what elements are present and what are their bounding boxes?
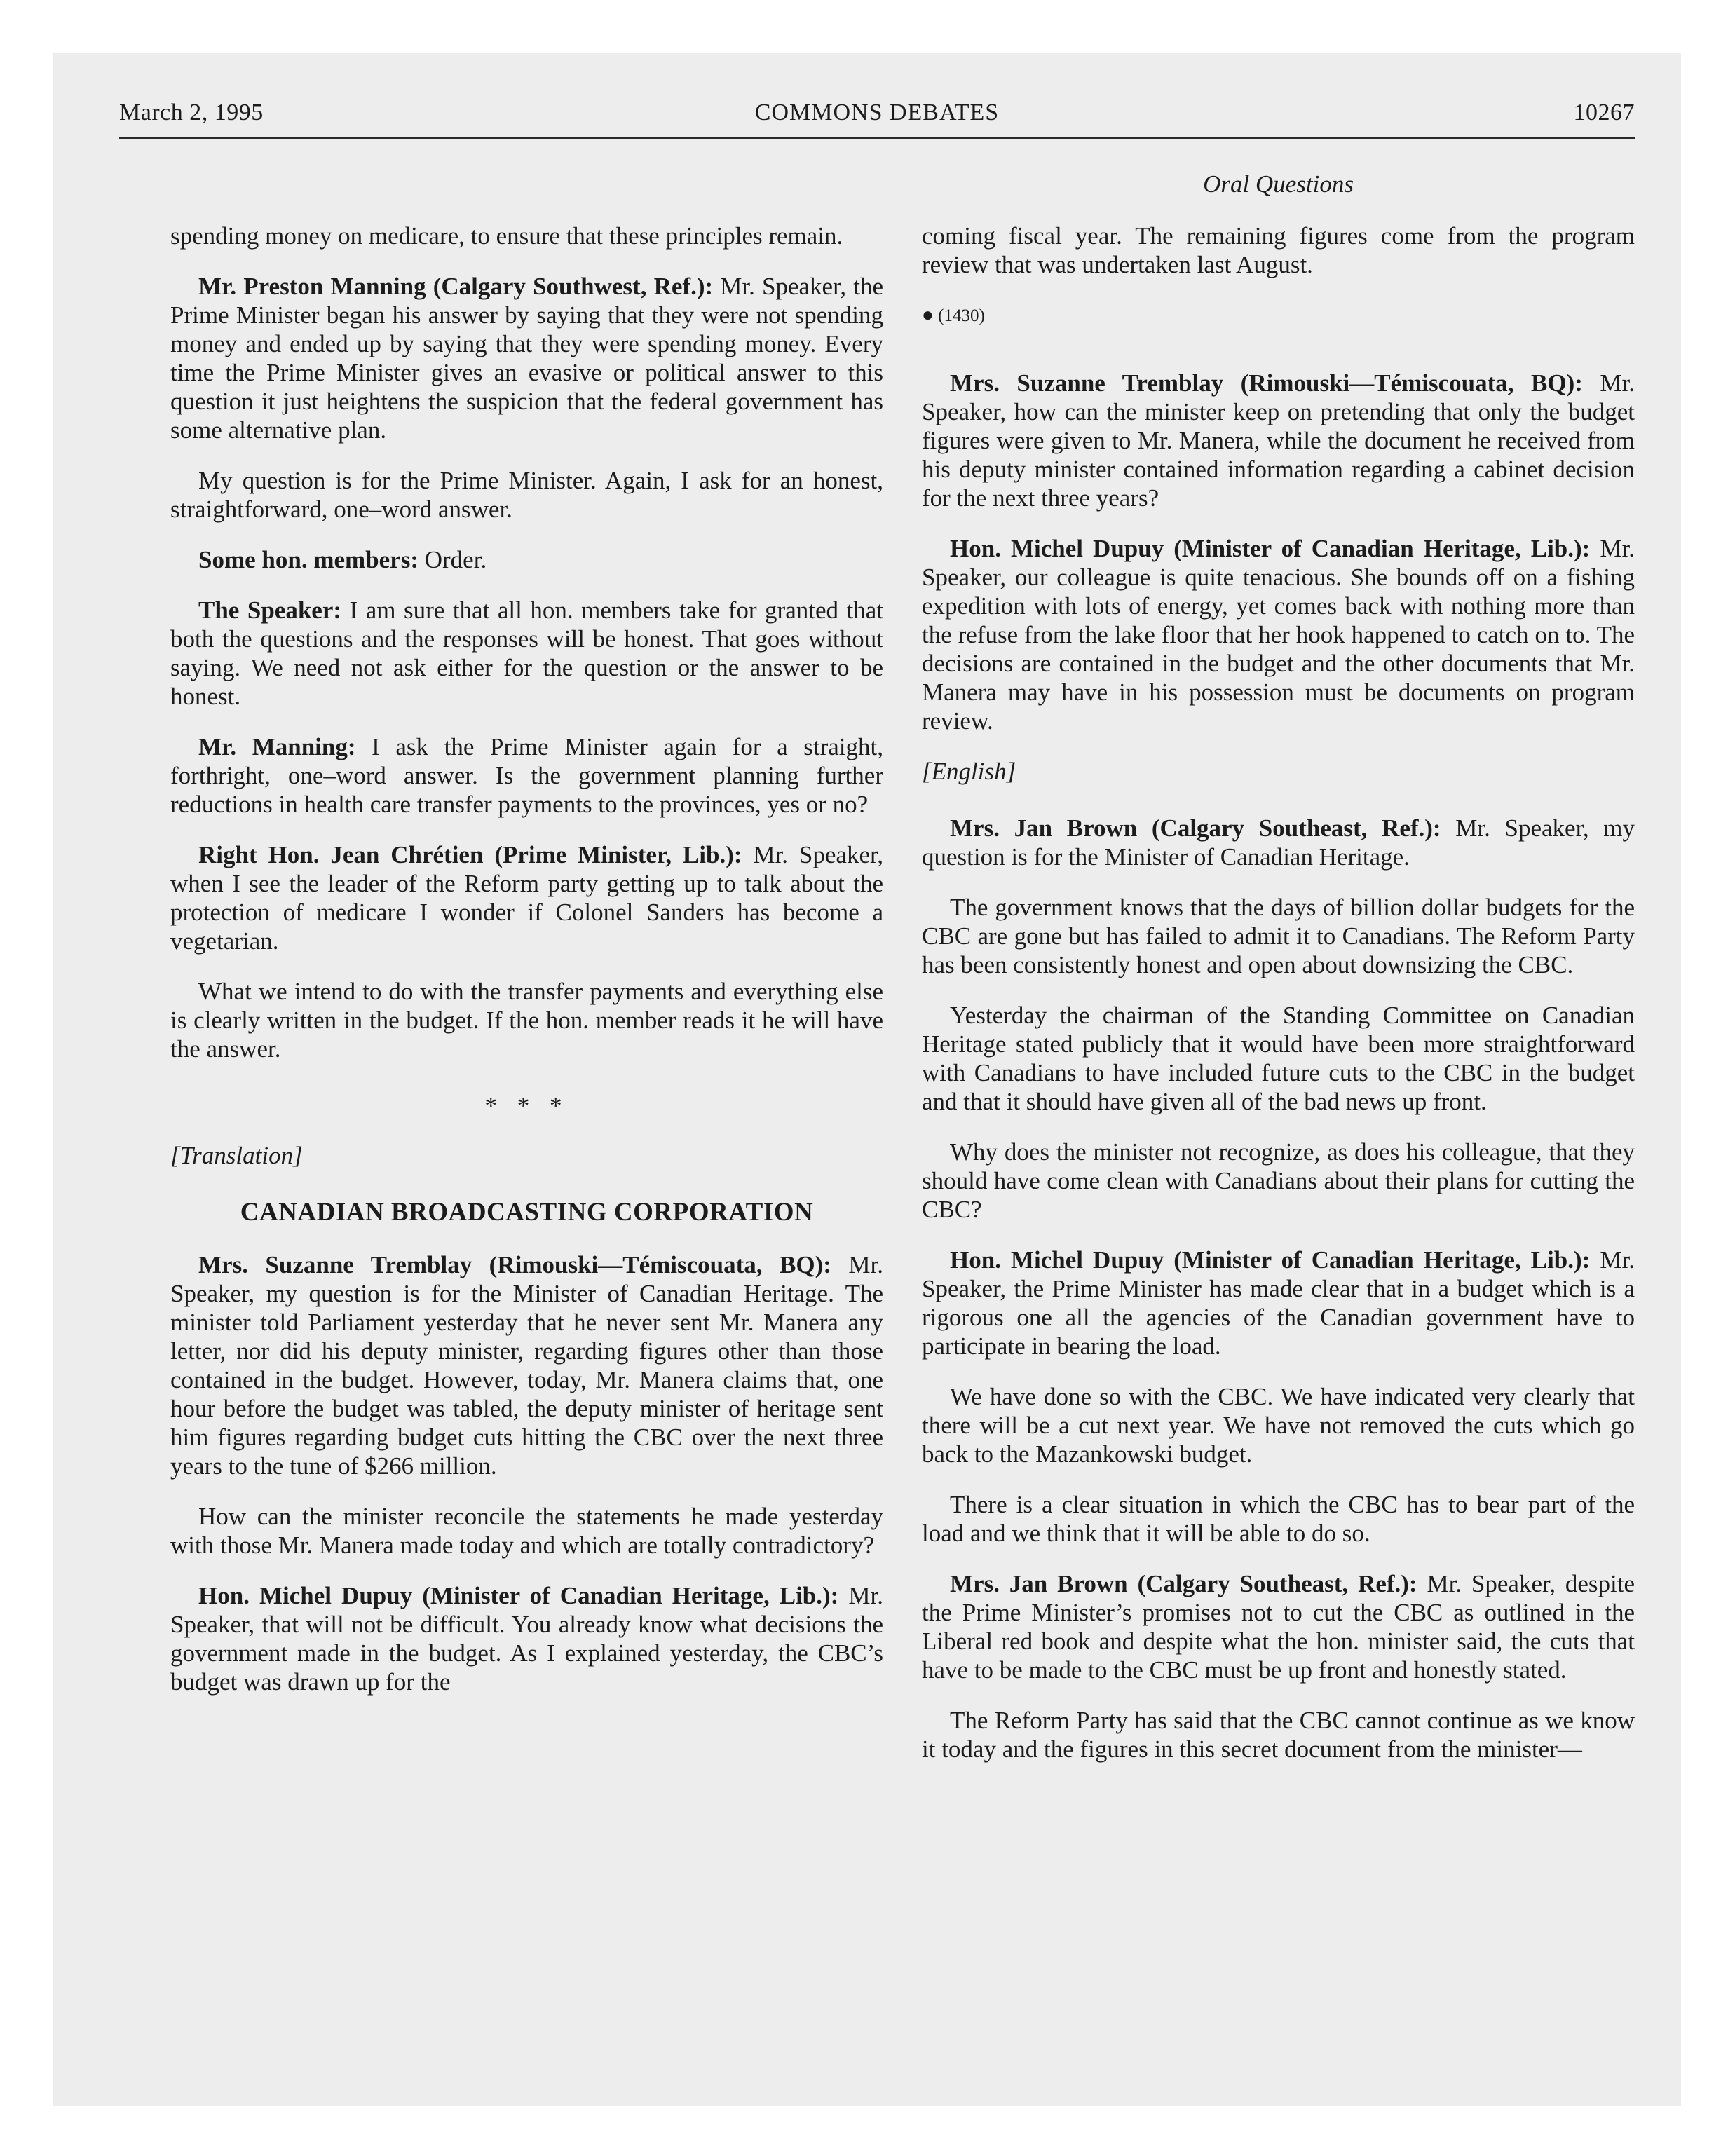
paragraph <box>170 272 883 444</box>
section-separator: * * * <box>484 1092 569 1119</box>
speech-text: I ask the Prime Minister again for a straight, forthright, one–word answer. Is the government planning further reductions in health care transfer payments to the provinces, yes or no? <box>170 733 883 818</box>
paragraph: How can the minister reconcile the statements he made yesterday with those Mr. Manera made today and which are totally contradictory? <box>170 1503 883 1559</box>
paragraph: Yesterday the chairman of the Standing Committee on Canadian Heritage stated publicly that it would have been more straightforward with Canadians to have included future cuts to the CBC in the budget and that it should have given all of the bad news up front. <box>922 1002 1635 1115</box>
paragraph <box>170 596 883 711</box>
section-label: Oral Questions <box>1203 170 1354 198</box>
paragraph <box>170 545 883 574</box>
header-page-number: 10267 <box>1573 100 1635 125</box>
speaker-name: Mrs. Jan Brown (Calgary Southeast, Ref.): <box>950 814 1441 842</box>
speaker-name: Mrs. Suzanne Tremblay (Rimouski—Témiscouata, BQ): <box>950 369 1583 397</box>
paragraph: spending money on medicare, to ensure that these principles remain. <box>170 222 843 250</box>
section-heading: CANADIAN BROADCASTING CORPORATION <box>240 1198 814 1227</box>
language-marker: [Translation] <box>170 1142 303 1169</box>
language-marker: [English] <box>922 758 1016 785</box>
speaker-name: Mr. Manning: <box>198 733 356 760</box>
header-title: COMMONS DEBATES <box>754 100 1000 125</box>
speech-text: Mr. Speaker, when I see the leader of the Reform party getting up to talk about the protection of medicare I wonder if Colonel Sanders has become a vegetarian. <box>170 841 883 955</box>
speech-text: Mr. Speaker, the Prime Minister began his answer by saying that they were not spending money and ended up by saying that they were spending money. Every time the Prime Minister gives an evasive or political answer to this question it just heightens the suspicion that the federal government has some alternative plan. <box>170 273 883 444</box>
paragraph <box>922 1246 1635 1360</box>
speaker-name: Right Hon. Jean Chrétien (Prime Minister, Lib.): <box>198 841 742 868</box>
paragraph: coming fiscal year. The remaining figures come from the program review that was undertaken last August. <box>922 222 1635 278</box>
speaker-name: Mrs. Jan Brown (Calgary Southeast, Ref.): <box>950 1570 1417 1597</box>
paragraph: The government knows that the days of billion dollar budgets for the CBC are gone but has failed to admit it to Canadians. The Reform Party has been consistently honest and open about downsizing the CBC. <box>922 894 1635 978</box>
speech-text: Mr. Speaker, despite the Prime Minister’s promises not to cut the CBC as outlined in the Liberal red book and despite what the hon. minister said, the cuts that have to be made to the CBC must be up front and honestly stated. <box>922 1570 1635 1684</box>
paragraph <box>170 1250 883 1480</box>
bullet-icon: ● <box>922 304 934 326</box>
paragraph: My question is for the Prime Minister. Again, I ask for an honest, straightforward, one–word answer. <box>170 467 883 523</box>
speaker-name: Mrs. Suzanne Tremblay (Rimouski—Témiscouata, BQ): <box>198 1251 831 1278</box>
speaker-name: Hon. Michel Dupuy (Minister of Canadian Heritage, Lib.): <box>950 535 1591 562</box>
header-rule <box>119 137 1635 139</box>
page-header <box>119 100 1635 136</box>
paragraph: Why does the minister not recognize, as does his colleague, that they should have come clean with Canadians about their plans for cutting the CBC? <box>922 1138 1635 1223</box>
speaker-name: Some hon. members: <box>198 546 419 573</box>
paragraph <box>170 1581 883 1696</box>
speech-text: Mr. Speaker, our colleague is quite tenacious. She bounds off on a fishing expedition with lots of energy, yet comes back with nothing more than the refuse from the lake floor that her hook happened to catch on to. The decisions are contained in the budget and the other documents that Mr. Manera may have in his possession must be documents on program review. <box>922 535 1635 735</box>
paragraph <box>922 814 1635 871</box>
speaker-name: The Speaker: <box>198 596 342 624</box>
paragraph: The Reform Party has said that the CBC cannot continue as we know it today and the figures in this secret document from the minister— <box>922 1707 1635 1763</box>
speaker-name: Hon. Michel Dupuy (Minister of Canadian Heritage, Lib.): <box>950 1246 1591 1274</box>
paragraph <box>170 840 883 955</box>
paragraph <box>922 369 1635 512</box>
paragraph <box>922 1569 1635 1684</box>
paragraph <box>170 732 883 819</box>
speech-text: Mr. Speaker, that will not be difficult. You already know what decisions the government made in the budget. As I explained yesterday, the CBC’s budget was drawn up for the <box>170 1582 883 1696</box>
speech-text: Order. <box>419 546 487 573</box>
left-column <box>170 221 883 1718</box>
speech-text: Mr. Speaker, how can the minister keep on pretending that only the budget figures were given to Mr. Manera, while the document he received from his deputy minister contained information regarding a cabinet decision for the next three years? <box>922 369 1635 512</box>
paragraph <box>922 534 1635 735</box>
right-column <box>922 221 1635 1785</box>
header-date: March 2, 1995 <box>119 100 264 125</box>
speech-text: Mr. Speaker, my question is for the Minister of Canadian Heritage. <box>922 814 1635 871</box>
paragraph: What we intend to do with the transfer payments and everything else is clearly written in the budget. If the hon. member reads it he will have the answer. <box>170 978 883 1063</box>
paragraph: We have done so with the CBC. We have indicated very clearly that there will be a cut next year. We have not removed the cuts which go back to the Mazankowski budget. <box>922 1383 1635 1468</box>
speech-text: Mr. Speaker, my question is for the Minister of Canadian Heritage. The minister told Parliament yesterday that he never sent Mr. Manera any letter, nor did his deputy minister, regarding figures other than those contained in the budget. However, today, Mr. Manera claims that, one hour before the budget was tabled, the deputy minister of heritage sent him figures regarding budget cuts hitting the CBC over the next three years to the tune of $266 million. <box>170 1251 883 1480</box>
speaker-name: Hon. Michel Dupuy (Minister of Canadian Heritage, Lib.): <box>198 1582 839 1609</box>
paragraph: There is a clear situation in which the CBC has to bear part of the load and we think that it will be able to do so. <box>922 1491 1635 1547</box>
timestamp-text: (1430) <box>938 306 985 325</box>
speaker-name: Mr. Preston Manning (Calgary Southwest, Ref.): <box>198 273 714 300</box>
timestamp-marker <box>922 301 1635 330</box>
speech-text: Mr. Speaker, the Prime Minister has made clear that in a budget which is a rigorous one all the agencies of the Canadian government have to participate in bearing the load. <box>922 1246 1635 1360</box>
speech-text: I am sure that all hon. members take for granted that both the questions and the responses will be honest. That goes without saying. We need not ask either for the question or the answer to be honest. <box>170 596 884 710</box>
